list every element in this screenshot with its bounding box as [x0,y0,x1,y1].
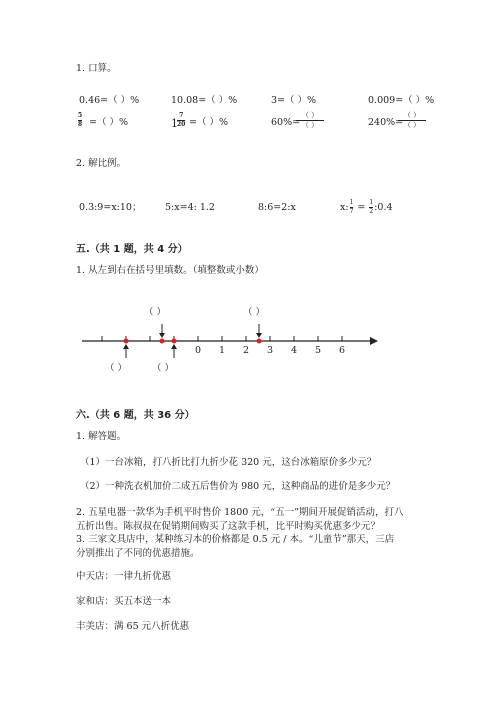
shop-3: 丰美店：满 65 元八折优惠 [76,621,190,632]
red-point-3 [172,339,177,344]
tick-label-4: 4 [291,345,298,356]
number-line-arrowhead [370,337,378,345]
q1-item-1: 0.46=（ ）% [79,95,140,106]
bottom-bracket-1: （ ） [105,363,128,374]
q1-item-6: =（ ）% [189,117,229,128]
tick-label-1: 1 [219,345,226,356]
tick-label-2: 2 [243,345,250,356]
q1-item-3: 3=（ ）% [271,95,317,106]
section-5-header: 五.（共 1 题，共 4 分） [76,244,188,255]
up-arrows [123,344,177,358]
q1-item-4: 0.009=（ ）% [368,95,435,106]
q2-title: 2. 解比例。 [76,158,127,169]
q2-eq-3: 8:6=2:x [258,202,296,213]
q2-eq-4: x: $\frac{1}{7}$ = $\frac{1}{2}$ :0.4 [340,199,393,215]
q1-fraction-5-8: 5 8 [78,112,83,128]
tick-label-6: 6 [339,345,346,356]
shop-2: 家和店：买五本送一本 [76,596,172,607]
s6-q3-line-1: 3. 三家文具店中，某种练习本的价格都是 0.5 元 / 本。“儿童节”那天，三店 [76,534,395,545]
red-point-2 [160,339,165,344]
q1-item-5: =（ ）% [89,117,129,128]
s6-q2-line-2: 五折出售。陈叔叔在促销期间购买了这款手机，比平时购买优惠多少元？ [76,521,381,532]
tick-label-0: 0 [195,345,202,356]
tick-label-3: 3 [267,345,274,356]
shop-1: 中天店：一律九折优惠 [76,571,172,582]
red-point-1 [124,339,129,344]
top-bracket-1: （ ） [144,307,167,318]
s6-q1-title: 1. 解答题。 [76,431,127,442]
section-5-question: 1. 从左到右在括号里填数。（填整数或小数） [76,265,264,276]
q1-item-2: 10.08=（ ）% [171,95,238,106]
s6-q1-part-1: （1）一台冰箱，打八折比打九折少花 320 元，这台冰箱原价多少元？ [80,457,377,468]
top-bracket-2: （ ） [243,307,266,318]
q1-item-8-fraction: （ ） （ ） [398,112,426,129]
q1-item-7-left: 60%= [271,117,301,128]
q1-whole-1: 1 [171,117,178,130]
q2-eq-1: 0.3:9=x:10； [79,202,142,213]
q1-item-7-fraction: （ ） （ ） [296,112,324,129]
number-line-ticks [102,336,342,341]
s6-q1-part-2: （2）一种洗衣机加价二成五后售价为 980 元，这种商品的进价是多少元？ [80,481,396,492]
q1-title: 1. 口算。 [76,63,117,74]
down-arrows [159,324,262,338]
q1-fraction-7-20: 7 20 [177,112,186,128]
section-6-header: 六.（共 6 题，共 36 分） [76,410,195,421]
red-point-4 [257,339,262,344]
s6-q3-line-2: 分别推出了不同的优惠措施。 [76,548,200,559]
s6-q2-line-1: 2. 五星电器一款华为手机平时售价 1800 元，“五一”期间开展促销活动，打八 [76,507,404,518]
q1-item-8-left: 240%= [368,117,404,128]
bottom-bracket-2: （ ） [152,363,175,374]
tick-label-5: 5 [315,345,322,356]
q2-eq-2: 5:x=4: 1.2 [165,202,215,213]
